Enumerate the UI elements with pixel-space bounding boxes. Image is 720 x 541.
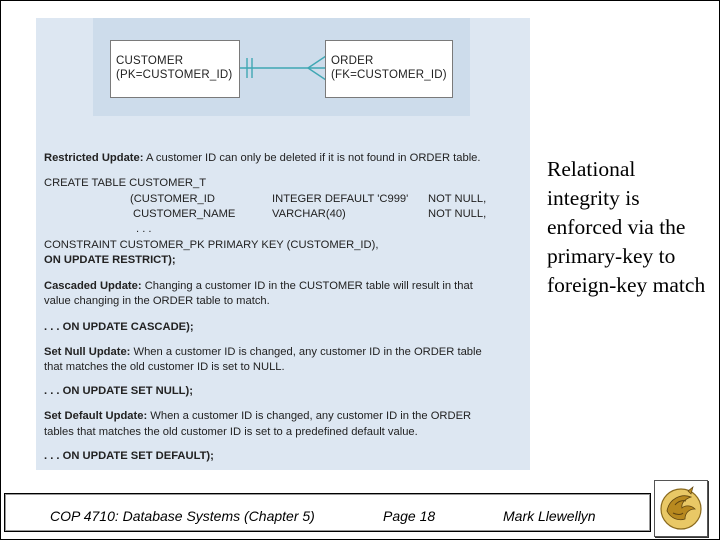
order-entity [325, 40, 453, 98]
set-null-update-text-2: that matches the old customer ID is set to NULL. [44, 360, 285, 375]
customer-entity-key: (PK=CUSTOMER_ID) [116, 68, 239, 82]
slide-footer [0, 477, 718, 538]
restricted-update-heading: Restricted Update: [44, 152, 143, 164]
set-default-update-description [44, 409, 471, 424]
column-customer-name-name: CUSTOMER_NAME [133, 207, 235, 222]
restricted-update-description [44, 151, 481, 166]
relationship-line [240, 50, 326, 86]
on-update-cascade: . . . ON UPDATE CASCADE); [44, 320, 194, 335]
footer-course: COP 4710: Database Systems (Chapter 5) [50, 508, 315, 524]
on-update-set-default: . . . ON UPDATE SET DEFAULT); [44, 449, 214, 464]
code-ellipsis: . . . [136, 222, 152, 237]
on-update-set-null: . . . ON UPDATE SET NULL); [44, 384, 193, 399]
footer-page-number: Page 18 [383, 508, 435, 524]
on-update-restrict: ON UPDATE RESTRICT); [44, 253, 176, 268]
column-customer-name [44, 207, 514, 222]
cascaded-update-heading: Cascaded Update: [44, 280, 142, 292]
create-table-line: CREATE TABLE CUSTOMER_T [44, 176, 206, 191]
footer-author: Mark Llewellyn [503, 508, 596, 524]
column-customer-name-type: VARCHAR(40) [272, 207, 346, 222]
order-entity-key: (FK=CUSTOMER_ID) [331, 68, 452, 82]
set-default-update-heading: Set Default Update: [44, 410, 147, 422]
set-null-update-heading: Set Null Update: [44, 346, 130, 358]
cascaded-update-text-1: Changing a customer ID in the CUSTOMER table will result in that [142, 280, 473, 292]
set-null-update-description [44, 345, 482, 360]
side-note: Relational integrity is enforced via the primary-key to foreign-key match [547, 155, 712, 300]
set-default-update-text-1: When a customer ID is changed, any customer ID in the ORDER [147, 410, 471, 422]
column-customer-id-null: NOT NULL, [428, 192, 486, 207]
order-entity-name: ORDER [331, 54, 452, 68]
column-customer-id-type: INTEGER DEFAULT 'C999' [272, 192, 408, 207]
customer-entity [110, 40, 240, 98]
column-customer-name-null: NOT NULL, [428, 207, 486, 222]
pegasus-logo-icon [654, 480, 708, 537]
constraint-line: CONSTRAINT CUSTOMER_PK PRIMARY KEY (CUSTOMER_ID), [44, 238, 378, 253]
customer-entity-name: CUSTOMER [116, 54, 239, 68]
set-default-update-text-2: tables that matches the old customer ID is set to a predefined default value. [44, 425, 418, 440]
restricted-update-text: A customer ID can only be deleted if it is not found in ORDER table. [143, 152, 480, 164]
set-null-update-text-1: When a customer ID is changed, any customer ID in the ORDER table [130, 346, 481, 358]
column-customer-id-name: (CUSTOMER_ID [130, 192, 215, 207]
cascaded-update-description [44, 279, 473, 294]
column-customer-id [44, 192, 514, 207]
cascaded-update-text-2: value changing in the ORDER table to match. [44, 294, 270, 309]
